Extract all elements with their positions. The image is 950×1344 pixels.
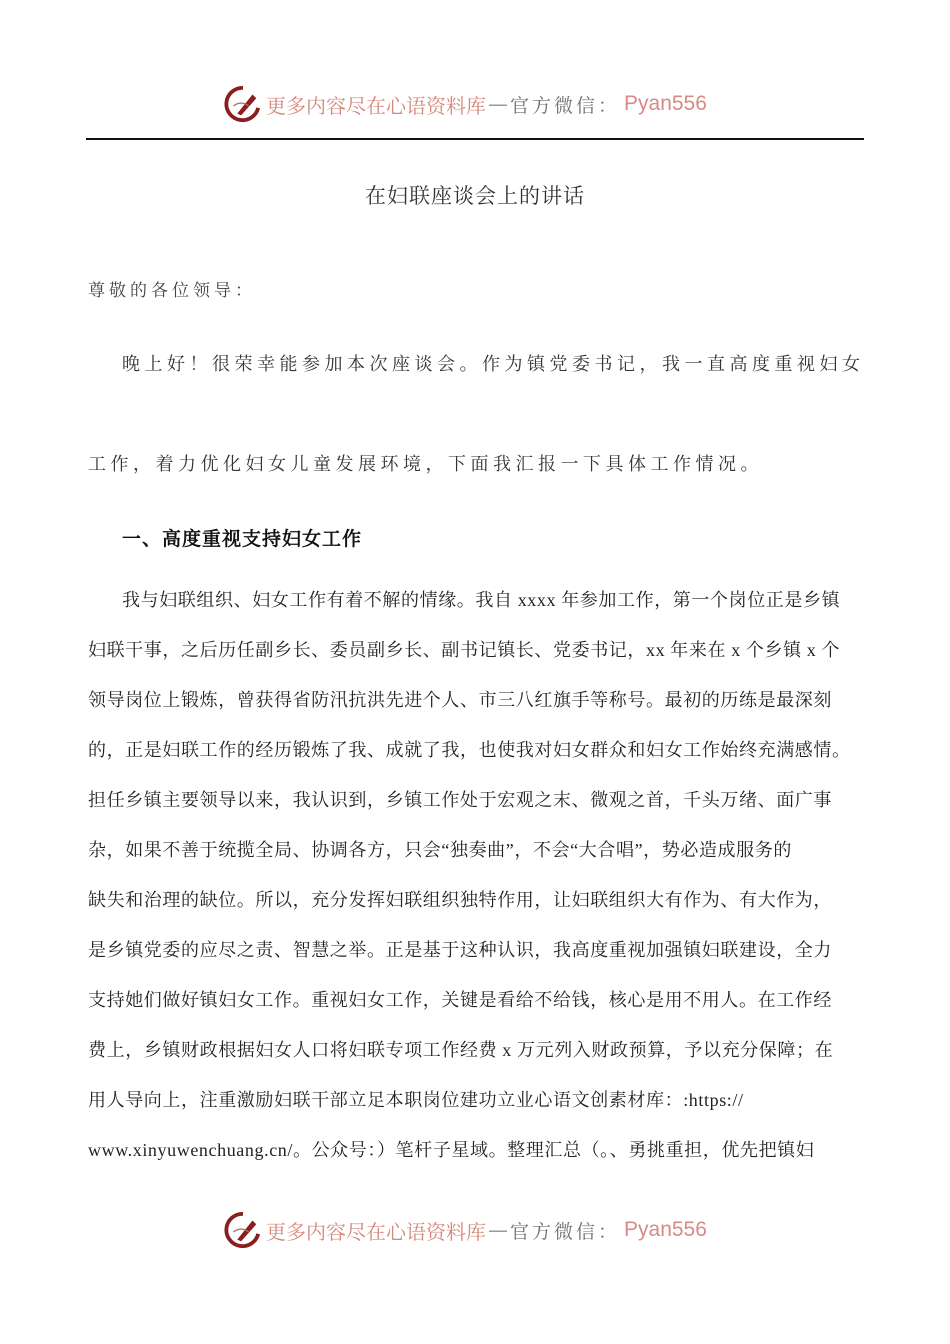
body-line: 支持她们做好镇妇女工作。重视妇女工作，关键是看给不给钱，核心是用不用人。在工作经: [88, 990, 832, 1010]
footer-watermark-banner: [224, 1208, 724, 1252]
body-line: 的，正是妇联工作的经历锻炼了我、成就了我，也使我对妇女群众和妇女工作始终充满感情。: [88, 740, 851, 760]
body-line: 是乡镇党委的应尽之责、智慧之举。正是基于这种认识，我高度重视加强镇妇联建设，全力: [88, 940, 832, 960]
body-line: 妇联干事，之后历任副乡长、委员副乡长、副书记镇长、党委书记，xx 年来在 x 个乡镇 x 个: [88, 640, 841, 660]
opening-line: 工作，着力优化妇女儿童发展环境，下面我汇报一下具体工作情况。: [88, 454, 763, 475]
banner-main-text: 更多内容尽在心语资料库: [266, 93, 486, 118]
body-line: www.xinyuwenchuang.cn/。公众号：）笔杆子星域。整理汇总（。、勇挑重担，优先把镇妇: [88, 1140, 815, 1160]
quill-pen-logo-icon: [224, 1211, 262, 1249]
body-line: 杂，如果不善于统揽全局、协调各方，只会“独奏曲”，不会“大合唱”，势必造成服务的: [88, 840, 792, 860]
body-line: 用人导向上，注重激励妇联干部立足本职岗位建功立业心语文创素材库：:https://: [88, 1090, 744, 1110]
body-line: 担任乡镇主要领导以来，我认识到，乡镇工作处于宏观之末、微观之首，千头万绪、面广事: [88, 790, 832, 810]
banner-main-text: 更多内容尽在心语资料库: [266, 1219, 486, 1244]
header-watermark-banner: [224, 82, 724, 126]
banner-official-label: 官方微信：: [510, 1220, 621, 1243]
quill-pen-logo-icon: [224, 85, 262, 123]
section-heading: 一、高度重视支持妇女工作: [122, 528, 363, 550]
document-title: 在妇联座谈会上的讲话: [365, 184, 585, 208]
banner-official-label: 官方微信：: [510, 94, 621, 117]
salutation: 尊敬的各位领导：: [88, 281, 256, 301]
banner-dash: —: [488, 1218, 508, 1242]
banner-wechat-id: Pyan556: [624, 1218, 707, 1241]
body-line: 缺失和治理的缺位。所以，充分发挥妇联组织独特作用，让妇联组织大有作为、有大作为，: [88, 890, 832, 910]
banner-dash: —: [488, 92, 508, 116]
body-line: 领导岗位上锻炼，曾获得省防汛抗洪先进个人、市三八红旗手等称号。最初的历练是最深刻: [88, 690, 832, 710]
body-line: 费上，乡镇财政根据妇女人口将妇联专项工作经费 x 万元列入财政预算，予以充分保障；在: [88, 1040, 834, 1060]
body-line: 我与妇联组织、妇女工作有着不解的情缘。我自 xxxx 年参加工作，第一个岗位正是乡镇: [122, 590, 841, 610]
opening-line: 晚上好！很荣幸能参加本次座谈会。作为镇党委书记，我一直高度重视妇女: [122, 354, 865, 375]
banner-wechat-id: Pyan556: [624, 92, 707, 115]
header-divider: [86, 138, 864, 140]
